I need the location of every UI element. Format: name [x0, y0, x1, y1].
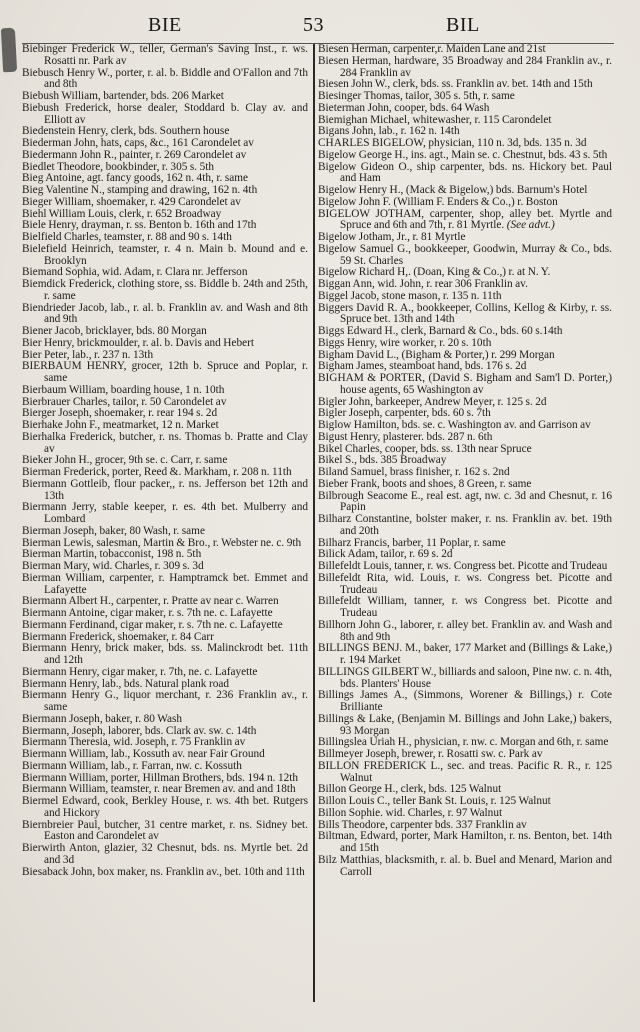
- directory-entry: Biesen John W., clerk, bds. ss. Franklin av. bet. 14th and 15th: [318, 78, 593, 91]
- directory-entry: Bilick Adam, tailor, r. 69 s. 2d: [318, 548, 453, 561]
- directory-entry: Biedlet Theodore, bookbinder, r. 305 s. 5th: [22, 160, 215, 173]
- directory-entry: Bierman Martin, tobacconist, 198 n. 5th: [22, 548, 202, 561]
- directory-entry: BILLINGS GILBERT W., billiards and saloon, Pine nw. c. n. 4th, bds. Planters' House: [318, 665, 612, 690]
- directory-entry: Bierger Joseph, shoemaker, r. rear 194 s. 2d: [22, 407, 218, 420]
- directory-entry: Biermann William, lab., Kossuth av. near Fair Ground: [22, 748, 265, 760]
- directory-entry: Bierman Frederick, porter, Reed &. Markham, r. 208 n. 11th: [22, 466, 292, 478]
- directory-entry: Billefeldt Rita, wid. Louis, r. ws. Congress bet. Picotte and Trudeau: [318, 571, 612, 596]
- directory-entry: Biggel Jacob, stone mason, r. 135 n. 11th: [318, 289, 502, 302]
- directory-entry: Bigelow Henry H., (Mack & Bigelow,) bds. Barnum's Hotel: [318, 184, 588, 196]
- directory-entry: Biesen Herman, carpenter,r. Maiden Lane and 21st: [318, 43, 546, 55]
- directory-entry: Bikel S., bds. 385 Broadway: [318, 454, 447, 467]
- directory-entry: Bier Peter, lab., r. 237 n. 13th: [22, 348, 154, 361]
- directory-entry: Bierbaum William, boarding house, 1 n. 10th: [22, 383, 225, 396]
- directory-entry: Bigelow Jotham, Jr., r. 81 Myrtle: [318, 231, 466, 243]
- directory-entry: Bierman Joseph, baker, 80 Wash, r. same: [22, 524, 205, 537]
- directory-entry: Bier Henry, brickmoulder, r. al. b. Davis and Hebert: [22, 336, 255, 349]
- directory-entry: Biemand Sophia, wid. Adam, r. Clara nr. Jefferson: [22, 266, 248, 279]
- directory-entry: Biermann Antoine, cigar maker, r. s. 7th ne. c. Lafayette: [22, 607, 273, 619]
- directory-entry: Biland Samuel, brass finisher, r. 162 s. 2nd: [318, 466, 510, 478]
- directory-entry: Bierhalka Frederick, butcher, r. ns. Thomas b. Pratte and Clay av: [22, 430, 308, 455]
- directory-entry: Bigust Henry, plasterer. bds. 287 n. 6th: [318, 430, 493, 443]
- directory-entry: Biener Jacob, bricklayer, bds. 80 Morgan: [22, 325, 207, 337]
- directory-entry: Biederman John, hats, caps, &c., 161 Carondelet av: [22, 137, 254, 149]
- directory-entry: Biebinger Frederick W., teller, German's Saving Inst., r. ws. Rosatti nr. Park av: [22, 43, 308, 67]
- directory-entry: Bigans John, lab., r. 162 n. 14th: [318, 125, 460, 138]
- advert-note: (See advt.): [506, 219, 555, 232]
- directory-entry: Biermann Frederick, shoemaker, r. 84 Carr: [22, 630, 214, 643]
- directory-entry: Billings James A., (Simmons, Worener & Billings,) r. Cote Brilliante: [318, 689, 612, 713]
- directory-entry: Billon Louis C., teller Bank St. Louis, r. 125 Walnut: [318, 795, 551, 807]
- directory-entry: Biermann Henry, brick maker, bds. ss. Malinckrodt bet. 11th and 12th: [22, 642, 308, 666]
- page-number: 53: [303, 14, 324, 36]
- directory-entry: Bigelow Gideon O., ship carpenter, bds. ns. Hickory bet. Paul and Ham: [318, 160, 612, 185]
- directory-entry: Billon Sophie. wid. Charles, r. 97 Walnut: [318, 806, 503, 819]
- directory-entry: BIGELOW JOTHAM, carpenter, shop, alley bet. Myrtle and Spruce and 6th and 7th, r. 81 Myrtle. (See advt.): [318, 207, 612, 232]
- directory-entry: CHARLES BIGELOW, physician, 110 n. 3d, bds. 135 n. 3d: [318, 137, 587, 149]
- directory-entry: Bierhake John F., meatmarket, 12 n. Market: [22, 419, 219, 431]
- directory-entry: Biesen Herman, hardware, 35 Broadway and 284 Franklin av., r. 284 Franklin av: [318, 54, 612, 79]
- directory-entry: Biglow Hamilton, bds. se. c. Washington av. and Garrison av: [318, 419, 591, 431]
- directory-entry: BILLON FREDERICK L., sec. and treas. Pacific R. R., r. 125 Walnut: [318, 759, 612, 784]
- directory-entry: Bierbrauer Charles, tailor, r. 50 Carondelet av: [22, 395, 227, 408]
- column-divider: [313, 44, 315, 1002]
- directory-entry: Biedenstein Henry, clerk, bds. Southern house: [22, 125, 230, 138]
- directory-entry: Bilharz Constantine, bolster maker, r. ns. Franklin av. bet. 19th and 20th: [318, 513, 612, 537]
- page-header: [0, 14, 640, 40]
- directory-entry: Bigelow George H., ins. agt., Main se. c. Chestnut, bds. 43 s. 5th: [318, 148, 608, 161]
- left-column: [22, 44, 308, 878]
- directory-entry: Biemdick Frederick, clothing store, ss. Biddle b. 24th and 25th, r. same: [22, 278, 308, 302]
- directory-entry: Bilharz Francis, barber, 11 Poplar, r. same: [318, 536, 506, 549]
- directory-entry: Bierman William, carpenter, r. Hamptramck bet. Emmet and Lafayette: [22, 571, 308, 596]
- directory-entry: Biesinger Thomas, tailor, 305 s. 5th, r. same: [318, 90, 515, 102]
- directory-entry: Billefeldt Louis, tanner, r. ws. Congress bet. Picotte and Trudeau: [318, 560, 608, 572]
- directory-entry: Bieber Frank, boots and shoes, 8 Green, r. same: [318, 477, 532, 490]
- right-column: [318, 44, 612, 878]
- directory-entry: Bigham David L., (Bigham & Porter,) r. 299 Morgan: [318, 348, 555, 361]
- directory-entry: Biermel Edward, cook, Berkley House, r. ws. 4th bet. Rutgers and Hickory: [22, 795, 308, 819]
- directory-entry: Biltman, Edward, porter, Mark Hamilton, r. ns. Benton, bet. 14th and 15th: [318, 830, 612, 854]
- directory-entry: Biermann, Joseph, laborer, bds. Clark av. sw. c. 14th: [22, 724, 257, 737]
- directory-entry: Bielefield Heinrich, teamster, r. 4 n. Main b. Mound and e. Brooklyn: [22, 242, 308, 267]
- directory-entry: Biermann Henry G., liquor merchant, r. 236 Franklin av., r. same: [22, 689, 308, 713]
- directory-entry: Biermann Ferdinand, cigar maker, r. s. 7th ne. c. Lafayette: [22, 618, 283, 631]
- directory-entry: Bielfield Charles, teamster, r. 88 and 90 s. 14th: [22, 231, 232, 243]
- directory-entry: Biehl William Louis, clerk, r. 652 Broadway: [22, 207, 222, 220]
- directory-entry: Bierman Lewis, salesman, Martin & Bro., r. Webster ne. c. 9th: [22, 536, 302, 549]
- directory-entry: Billon George H., clerk, bds. 125 Walnut: [318, 783, 502, 796]
- directory-entry: Bieterman John, cooper, bds. 64 Wash: [318, 101, 490, 114]
- directory-entry: BIGHAM & PORTER, (David S. Bigham and Sam'l D. Porter,) house agents, 65 Washington av: [318, 372, 612, 396]
- directory-entry: Biggs Edward H., clerk, Barnard & Co., bds. 60 s.14th: [318, 325, 563, 337]
- directory-entry: Bigler Joseph, carpenter, bds. 60 s. 7th: [318, 407, 491, 420]
- directory-entry: Bieg Antoine, agt. fancy goods, 162 n. 4th, r. same: [22, 172, 249, 185]
- directory-entry: Bigler John, barkeeper, Andrew Meyer, r. 125 s. 2d: [318, 395, 547, 408]
- directory-entry: Bieger William, shoemaker, r. 429 Carondelet av: [22, 195, 241, 208]
- directory-entry: Biedermann John R., painter, r. 269 Carondelet av: [22, 148, 247, 161]
- directory-entry: Billmeyer Joseph, brewer, r. Rosatti sw. c. Park av: [318, 748, 543, 760]
- directory-entry: Bigelow John F. (William F. Enders & Co.,) r. Boston: [318, 195, 558, 208]
- directory-entry: Biermann Jerry, stable keeper, r. es. 4th bet. Mulberry and Lombard: [22, 501, 308, 525]
- directory-entry: BIERBAUM HENRY, grocer, 12th b. Spruce and Poplar, r. same: [22, 360, 308, 384]
- directory-entry: Biebusch Henry W., porter, r. al. b. Biddle and O'Fallon and 7th and 8th: [22, 66, 308, 91]
- directory-entry: Bills Theodore, carpenter bds. 337 Franklin av: [318, 818, 527, 831]
- directory-entry: Biermann Gottleib, flour packer,, r. ns. Jefferson bet 12th and 13th: [22, 477, 308, 502]
- directory-entry: Bigelow Richard H,. (Doan, King & Co.,) r. at N. Y.: [318, 266, 551, 279]
- directory-entry: Biernbreier Paul, butcher, 31 centre market, r. ns. Sidney bet. Easton and Carondelet av: [22, 818, 308, 843]
- directory-entry: Biermann Theresia, wid. Joseph, r. 75 Franklin av: [22, 736, 246, 749]
- directory-entry: Billhorn John G., laborer, r. alley bet. Franklin av. and Wash and 8th and 9th: [318, 618, 612, 643]
- directory-entry: Biermann William, porter, Hillman Brothers, bds. 194 n. 12th: [22, 771, 299, 784]
- directory-entry: Bieg Valentine N., stamping and drawing, 162 n. 4th: [22, 184, 258, 196]
- right-guide-word: BIL: [446, 14, 480, 36]
- directory-entry: Bieker John H., grocer, 9th se. c. Carr, r. same: [22, 454, 228, 467]
- directory-entry: Bigelow Samuel G., bookkeeper, Goodwin, Murray & Co., bds. 59 St. Charles: [318, 242, 612, 267]
- directory-entry: Biendrieder Jacob, lab., r. al. b. Franklin av. and Wash and 8th and 9th: [22, 301, 308, 326]
- left-guide-word: BIE: [148, 14, 182, 36]
- directory-entry: Bierman Mary, wid. Charles, r. 309 s. 3d: [22, 560, 204, 572]
- directory-entry: Biggs Henry, wire worker, r. 20 s. 10th: [318, 336, 492, 349]
- directory-entry: Biesaback John, box maker, ns. Franklin av., bet. 10th and 11th: [22, 865, 305, 878]
- directory-entry: Billings & Lake, (Benjamin M. Billings and John Lake,) bakers, 93 Morgan: [318, 712, 612, 737]
- directory-entry: Biebush William, bartender, bds. 206 Market: [22, 90, 224, 102]
- directory-entry: Biebush Frederick, horse dealer, Stoddard b. Clay av. and Elliott av: [22, 101, 308, 126]
- directory-entry: Biermann William, lab., r. Farran, nw. c. Kossuth: [22, 759, 242, 772]
- directory-entry: Bierwirth Anton, glazier, 32 Chesnut, bds. ns. Myrtle bet. 2d and 3d: [22, 842, 308, 866]
- directory-entry: Billefeldt William, tanner, r. ws Congress bet. Picotte and Trudeau: [318, 595, 612, 619]
- directory-entry: Biermann William, teamster, r. near Bremen av. and and 18th: [22, 783, 296, 796]
- directory-entry: Bikel Charles, cooper, bds. ss. 13th near Spruce: [318, 442, 532, 455]
- directory-entry: Biermann Joseph, baker, r. 80 Wash: [22, 712, 183, 725]
- directory-entry: Bigham James, steamboat hand, bds. 176 s. 2d: [318, 360, 527, 373]
- directory-entry: Biemighan Michael, whitewasher, r. 115 Carondelet: [318, 113, 552, 126]
- directory-entry: Biggers David R. A., bookkeeper, Collins, Kellog & Kirby, r. ss. Spruce bet. 13th and 14th: [318, 301, 612, 326]
- directory-entry: Bilbrough Seacome E., real est. agt, nw. c. 3d and Chesnut, r. 16 Papin: [318, 489, 612, 514]
- directory-entry: Billingslea Uriah H., physician, r. nw. c. Morgan and 6th, r. same: [318, 736, 609, 749]
- directory-entry: BILLINGS BENJ. M., baker, 177 Market and (Billings & Lake,) r. 194 Market: [318, 642, 612, 666]
- directory-entry: Biermann Henry, cigar maker, r. 7th, ne. c. Lafayette: [22, 665, 258, 678]
- directory-entry: Biggan Ann, wid. John, r. rear 306 Franklin av.: [318, 278, 528, 290]
- directory-entry: Biermann Henry, lab., bds. Natural plank road: [22, 677, 230, 690]
- directory-entry: Biermann Albert H., carpenter, r. Pratte av near c. Warren: [22, 595, 279, 608]
- directory-entry: Biele Henry, drayman, r. ss. Benton b. 16th and 17th: [22, 219, 257, 232]
- directory-entry: Bilz Matthias, blacksmith, r. al. b. Buel and Menard, Marion and Carroll: [318, 853, 612, 878]
